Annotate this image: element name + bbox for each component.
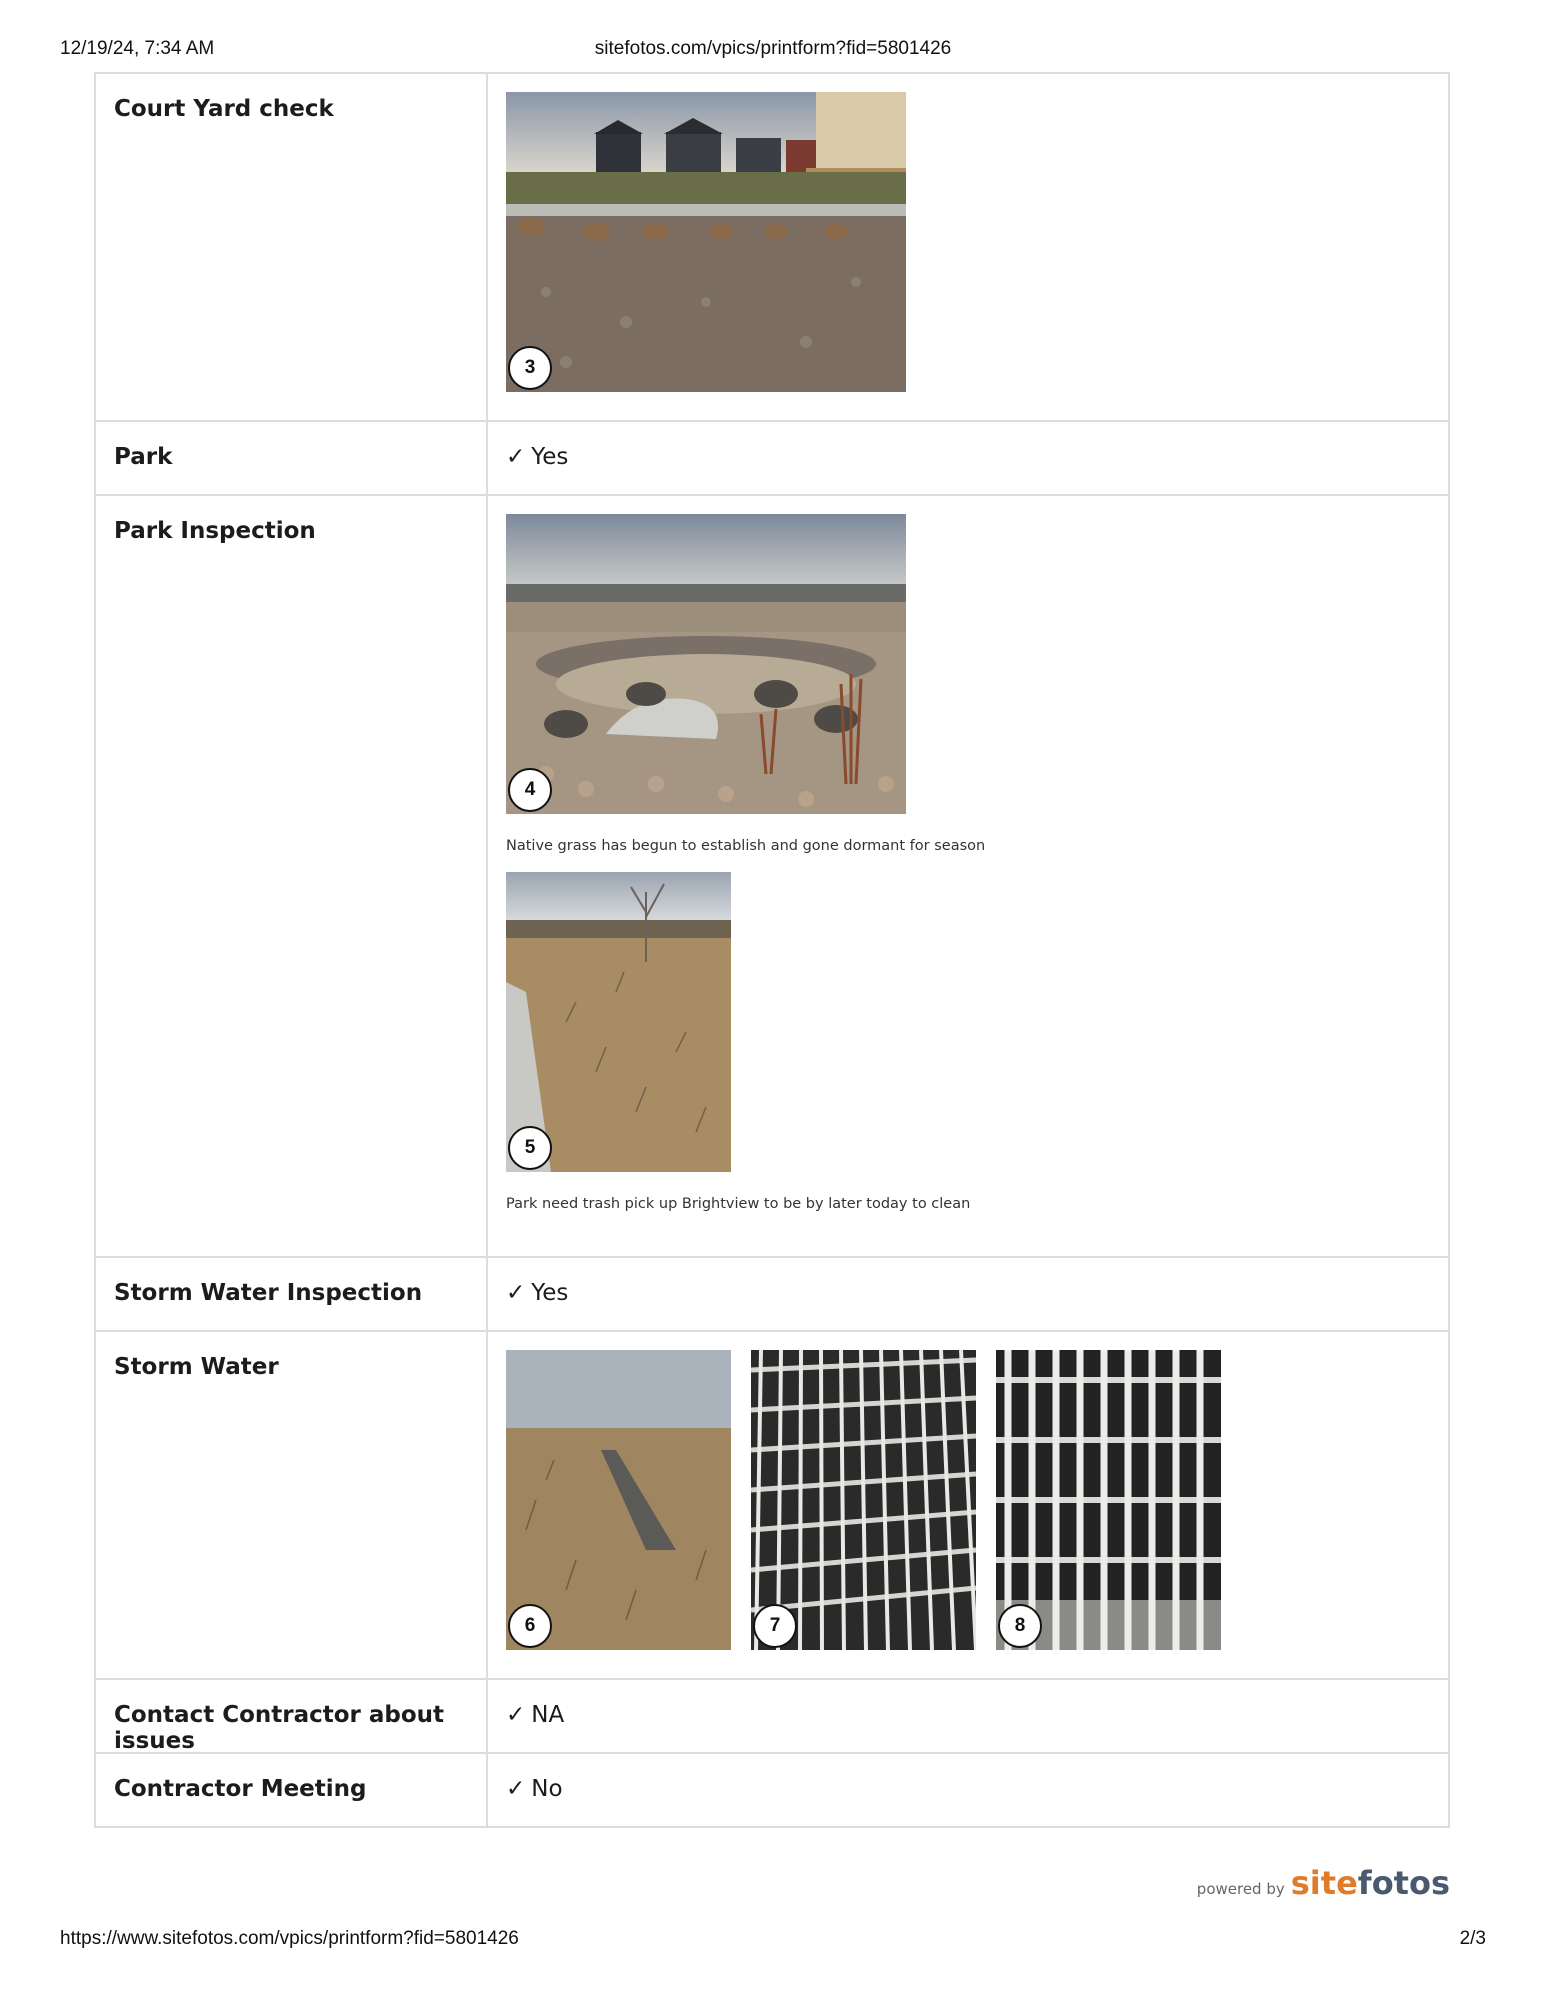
page-number: 2/3 [1459, 1928, 1486, 1949]
row-label: Park [96, 422, 488, 494]
value-text: No [531, 1776, 563, 1802]
photo-number-badge: 4 [508, 768, 552, 812]
powered-by-text: powered by [1196, 1880, 1285, 1898]
photo-4[interactable] [506, 514, 906, 814]
print-datetime: 12/19/24, 7:34 AM [60, 38, 215, 59]
photo-houses-gravel-image [506, 92, 906, 392]
table-row [96, 1678, 1448, 1752]
row-label: Park Inspection [96, 496, 488, 1256]
print-footer [60, 1928, 1486, 1952]
table-row [96, 74, 1448, 420]
photo-number-badge: 6 [508, 1604, 552, 1648]
photo-5[interactable] [506, 872, 731, 1172]
table-row [96, 1752, 1448, 1826]
photo-3[interactable] [506, 92, 906, 392]
row-value [488, 422, 1448, 494]
powered-by-logo [1197, 1864, 1450, 1902]
check-icon: ✓ [506, 1776, 526, 1802]
check-icon: ✓ [506, 1702, 526, 1728]
row-value [488, 1258, 1448, 1330]
photo-grate-close-image [996, 1350, 1221, 1650]
row-label: Contractor Meeting [96, 1754, 488, 1826]
report-table [94, 72, 1450, 1828]
row-label: Storm Water Inspection [96, 1258, 488, 1330]
photo-caption: Park need trash pick up Brightview to be by later today to clean [506, 1196, 971, 1212]
footer-url: https://www.sitefotos.com/vpics/printform?fid=5801426 [60, 1928, 519, 1949]
logo-fotos: fotos [1357, 1864, 1450, 1902]
photo-number-badge: 5 [508, 1126, 552, 1170]
sitefotos-logo [1291, 1864, 1450, 1902]
photo-8[interactable] [996, 1350, 1221, 1650]
row-value [488, 74, 1448, 420]
table-row [96, 1330, 1448, 1678]
row-label: Storm Water [96, 1332, 488, 1678]
photo-pond-rocks-image [506, 514, 906, 814]
row-label: Contact Contractor about issues [96, 1680, 488, 1752]
row-value [488, 1680, 1448, 1752]
table-row [96, 494, 1448, 1256]
table-row [96, 420, 1448, 494]
print-header [60, 38, 1486, 62]
photo-dry-grass-path-image [506, 872, 731, 1172]
row-value [488, 1754, 1448, 1826]
print-url: sitefotos.com/vpics/printform?fid=5801426 [594, 38, 952, 59]
photo-grate-image [751, 1350, 976, 1650]
photo-number-badge: 8 [998, 1604, 1042, 1648]
logo-site: site [1290, 1864, 1358, 1902]
row-value [488, 496, 1448, 1256]
photo-ditch-image [506, 1350, 731, 1650]
check-icon: ✓ [506, 1280, 526, 1306]
photo-number-badge: 7 [753, 1604, 797, 1648]
check-icon: ✓ [506, 444, 526, 470]
table-row [96, 1256, 1448, 1330]
row-value [488, 1332, 1448, 1678]
row-label: Court Yard check [96, 74, 488, 420]
photo-caption: Native grass has begun to establish and gone dormant for season [506, 838, 986, 854]
value-text: NA [531, 1702, 565, 1728]
photo-number-badge: 3 [508, 346, 552, 390]
value-text: Yes [531, 444, 569, 470]
value-text: Yes [531, 1280, 569, 1306]
photo-7[interactable] [751, 1350, 976, 1650]
photo-6[interactable] [506, 1350, 731, 1650]
